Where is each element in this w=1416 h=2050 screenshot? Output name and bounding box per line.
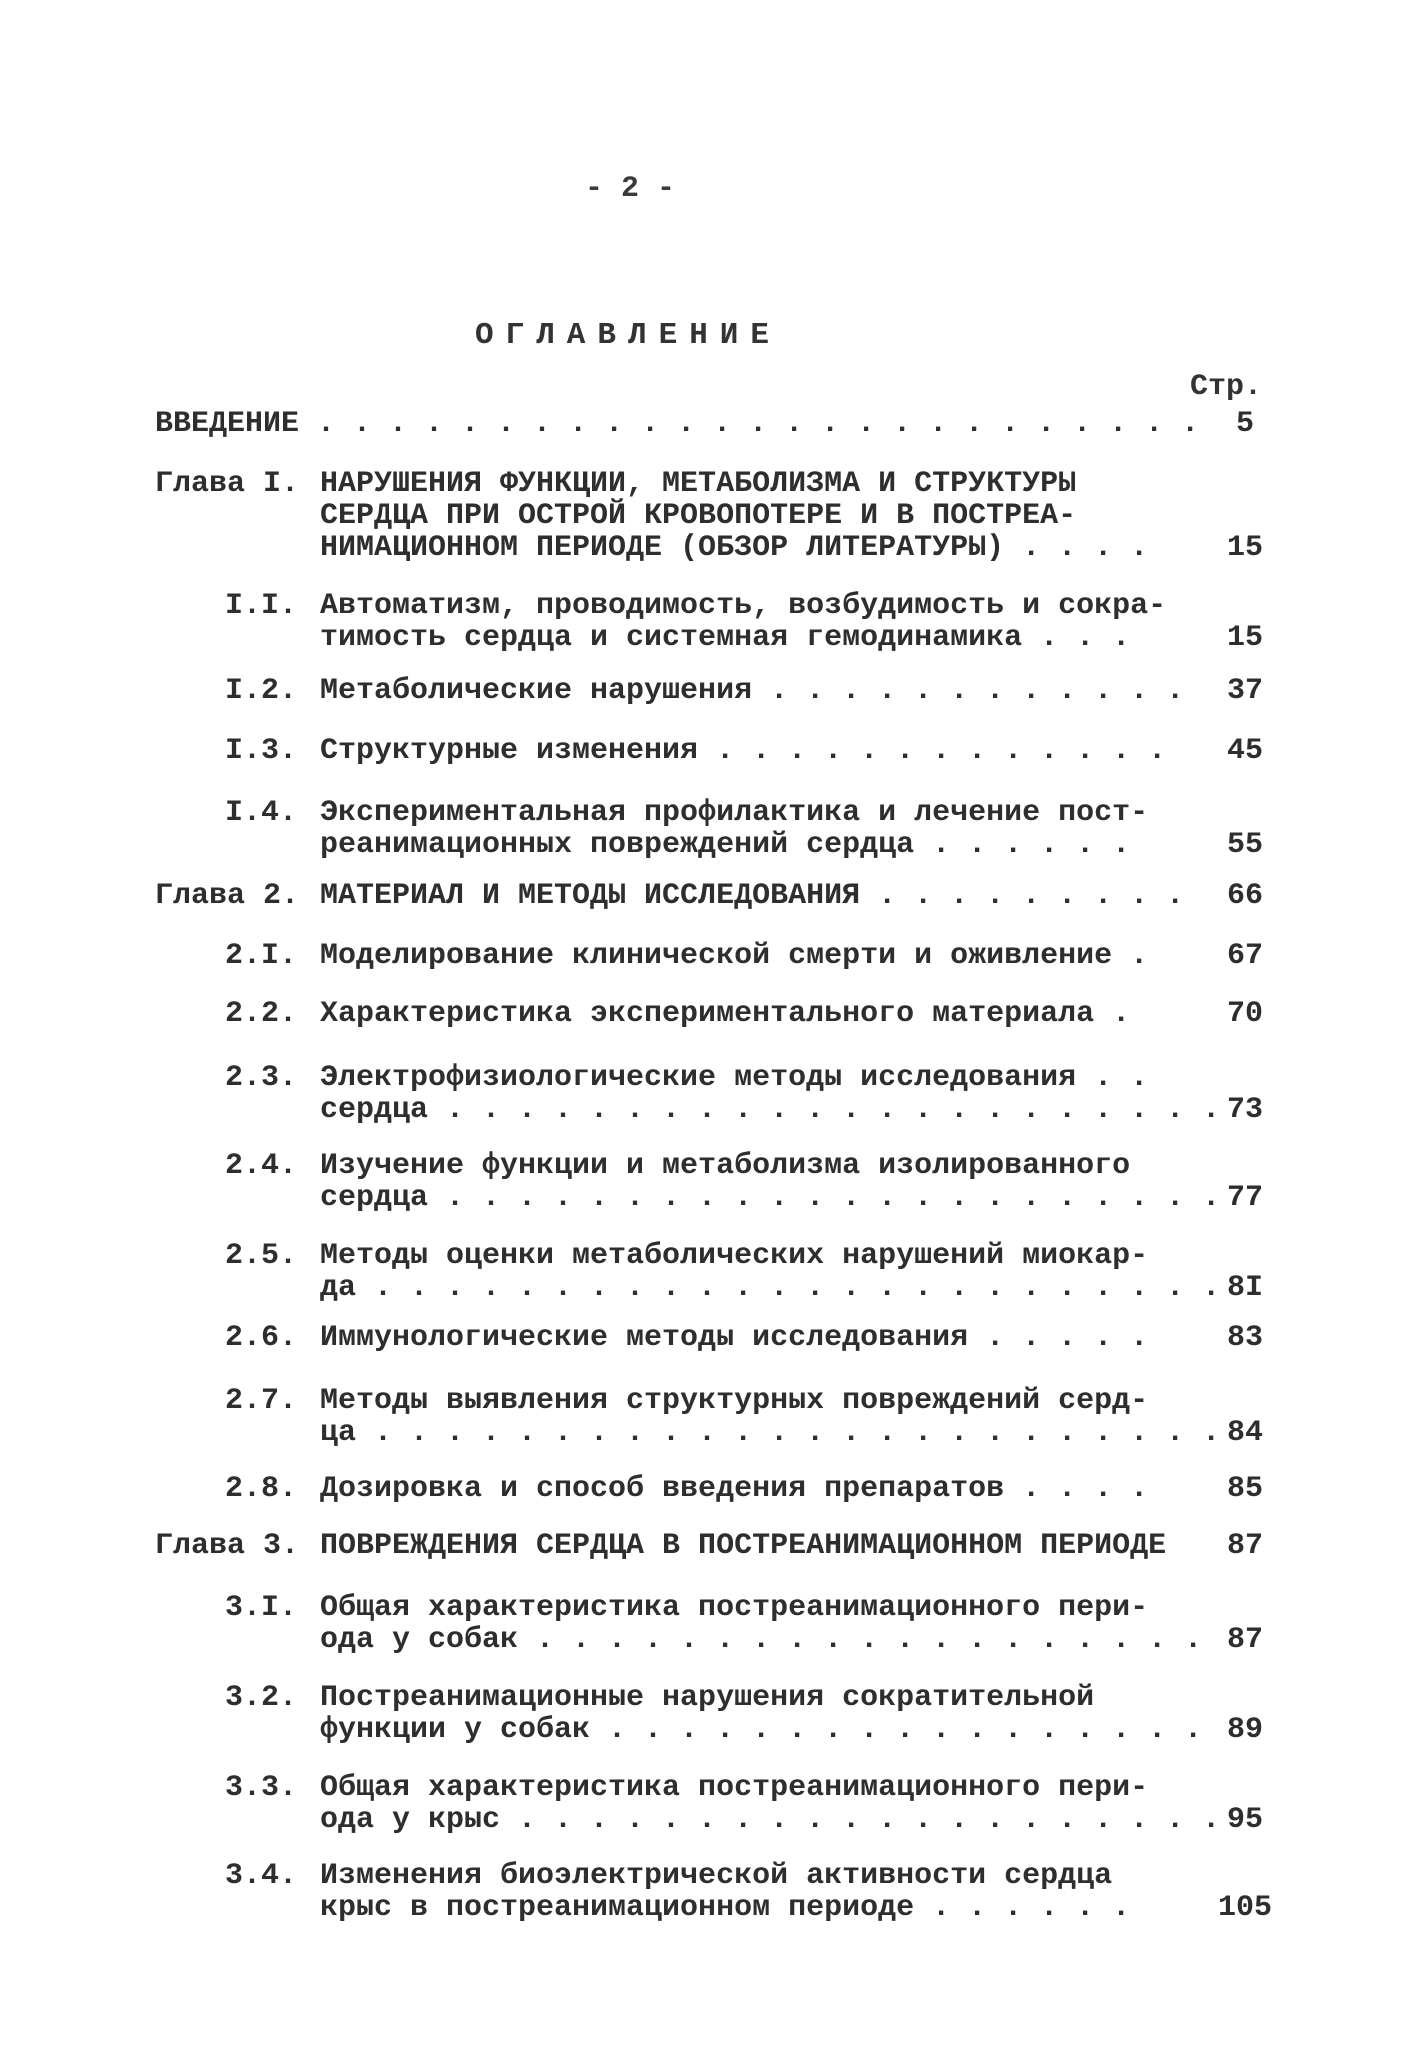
toc-entry-title: Изучение функции и метаболизма изолированного сердца . . . . . . . . . . . . . . . . . . . . . . xyxy=(320,1149,1221,1215)
toc-entry-title: Постреанимационные нарушения сократительной функции у собак . . . . . . . . . . . . . . . . . xyxy=(320,1681,1203,1747)
toc-entry-number: Глава 3. xyxy=(155,1529,300,1563)
toc-entry-page: 15 xyxy=(1226,531,1263,565)
toc-entry-title: Иммунологические методы исследования . . . . . xyxy=(320,1321,1149,1355)
toc-entry-page: 73 xyxy=(1226,1093,1263,1127)
toc-entry-number: I.2. xyxy=(225,674,298,708)
toc-entry-title: Экспериментальная профилактика и лечение пост- реанимационных повреждений сердца . . . . . . xyxy=(320,796,1149,862)
toc-entry-page: 84 xyxy=(1226,1416,1263,1450)
toc-entry-number: I.4. xyxy=(225,796,298,830)
toc-entry-title: Методы выявления структурных повреждений серд- ца . . . . . . . . . . . . . . . . . . . . . . . . xyxy=(320,1384,1221,1450)
toc-entry-number: 2.2. xyxy=(225,997,298,1031)
toc-entry-title: Структурные изменения . . . . . . . . . . . . . xyxy=(320,734,1167,768)
toc-entry-number: 2.I. xyxy=(225,939,298,973)
toc-entry-page: 55 xyxy=(1226,828,1263,862)
toc-entry-page: 85 xyxy=(1226,1472,1263,1506)
toc-entry-title: Электрофизиологические методы исследования . . сердца . . . . . . . . . . . . . . . . . . . . . . xyxy=(320,1061,1221,1127)
toc-entry-title: Автоматизм, проводимость, возбудимость и сокра- тимость сердца и системная гемодинамика . . . xyxy=(320,589,1167,655)
toc-entry-page: 105 xyxy=(1217,1891,1272,1925)
toc-entry-number: 2.6. xyxy=(225,1321,298,1355)
toc-entry-number: I.3. xyxy=(225,734,298,768)
toc-entry-number: Глава I. xyxy=(155,467,300,501)
toc-entry-title: Методы оценки метаболических нарушений миокар- да . . . . . . . . . . . . . . . . . . . . . . . . xyxy=(320,1239,1221,1305)
toc-entry-page: 37 xyxy=(1226,674,1263,708)
toc-entry-title: Дозировка и способ введения препаратов . . . . xyxy=(320,1472,1149,1506)
toc-entry-title: НАРУШЕНИЯ ФУНКЦИИ, МЕТАБОЛИЗМА И СТРУКТУРЫ СЕРДЦА ПРИ ОСТРОЙ КРОВОПОТЕРЕ И В ПОСТРЕА- НИМАЦИОННОМ ПЕРИОДЕ (ОБЗОР ЛИТЕРАТУРЫ) . . . . xyxy=(320,467,1149,565)
toc-entry-page: 77 xyxy=(1226,1181,1263,1215)
toc-entry-page: 89 xyxy=(1226,1713,1263,1747)
toc-entry-title: Изменения биоэлектрической активности сердца крыс в постреанимационном периоде . . . . . . xyxy=(320,1859,1131,1925)
toc-entry-title: Моделирование клинической смерти и оживление . xyxy=(320,939,1149,973)
toc-entry-number: 2.7. xyxy=(225,1384,298,1418)
toc-entry-page: 95 xyxy=(1226,1803,1263,1837)
toc-entry-title: Характеристика экспериментального материала . xyxy=(320,997,1131,1031)
toc-entry-title: Общая характеристика постреанимационного пери- ода у крыс . . . . . . . . . . . . . . . . . . . . xyxy=(320,1771,1221,1837)
toc-entry-title: Метаболические нарушения . . . . . . . . . . . . xyxy=(320,674,1185,708)
toc-entry-number: 3.3. xyxy=(225,1771,298,1805)
toc-entry-number: 2.5. xyxy=(225,1239,298,1273)
toc-entry-title: МАТЕРИАЛ И МЕТОДЫ ИССЛЕДОВАНИЯ . . . . . . . . . xyxy=(320,879,1185,913)
toc-entry-page: 15 xyxy=(1226,621,1263,655)
toc-entry-page: 5 xyxy=(1235,407,1254,441)
toc-entry-number: 3.I. xyxy=(225,1591,298,1625)
toc-entry-number: 3.4. xyxy=(225,1859,298,1893)
page-column-header: Стр. xyxy=(1190,370,1263,404)
toc-entry-number: Глава 2. xyxy=(155,879,300,913)
toc-entry-page: 87 xyxy=(1226,1623,1263,1657)
toc-entry-page: 87 xyxy=(1226,1529,1263,1563)
toc-entry-number: 2.8. xyxy=(225,1472,298,1506)
toc-entry-page: 67 xyxy=(1226,939,1263,973)
toc-entry-title: ПОВРЕЖДЕНИЯ СЕРДЦА В ПОСТРЕАНИМАЦИОННОМ ПЕРИОДЕ xyxy=(320,1529,1167,1563)
toc-entry-number: 2.3. xyxy=(225,1061,298,1095)
toc-entry-page: 83 xyxy=(1226,1321,1263,1355)
toc-entry-number: I.I. xyxy=(225,589,298,623)
toc-entry-page: 8I xyxy=(1226,1271,1263,1305)
toc-entry-number: 2.4. xyxy=(225,1149,298,1183)
page-number: - 2 - xyxy=(584,172,675,206)
toc-entry-title: Общая характеристика постреанимационного пери- ода у собак . . . . . . . . . . . . . . . . . . . xyxy=(320,1591,1203,1657)
toc-title: ОГЛАВЛЕНИЕ xyxy=(474,318,782,353)
toc-entry-page: 66 xyxy=(1226,879,1263,913)
toc-entry-page: 45 xyxy=(1226,734,1263,768)
toc-entry-page: 70 xyxy=(1226,997,1263,1031)
toc-entry-number: 3.2. xyxy=(225,1681,298,1715)
toc-entry-title: ВВЕДЕНИЕ . . . . . . . . . . . . . . . . . . . . . . . . . xyxy=(155,407,1200,441)
